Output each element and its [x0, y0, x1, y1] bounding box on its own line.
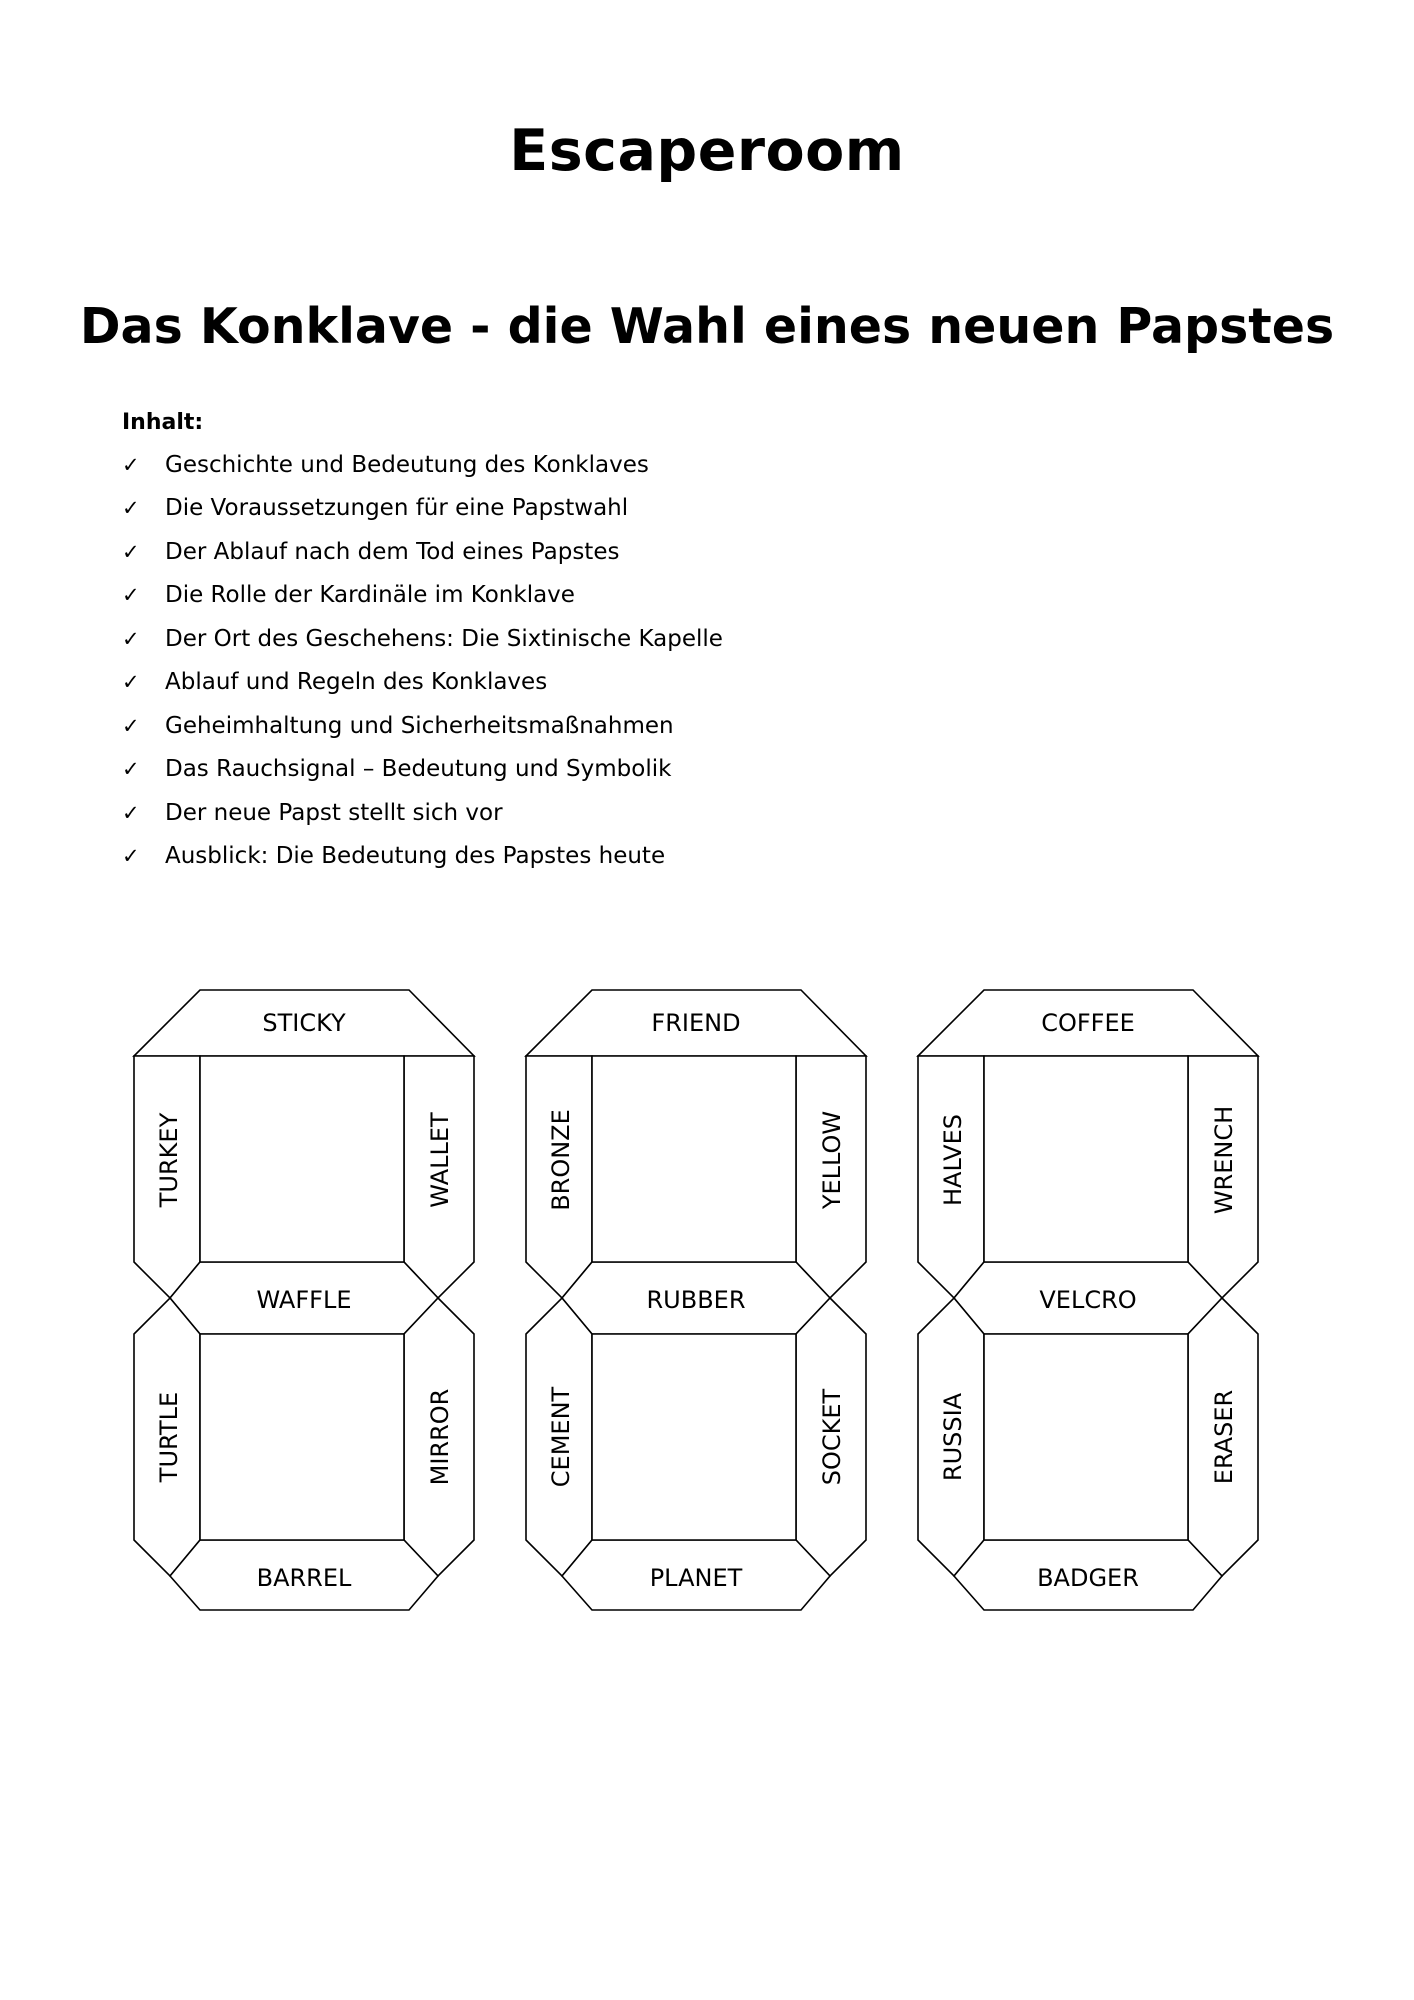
segment-label-top: FRIEND [651, 1009, 741, 1037]
checkmark-icon: ✓ [122, 757, 140, 782]
checkmark-icon: ✓ [122, 626, 140, 651]
checkmark-icon: ✓ [122, 583, 140, 608]
list-item-label: Ablauf und Regeln des Konklaves [165, 669, 548, 696]
lower-window [200, 1334, 404, 1540]
segment-label-middle: WAFFLE [256, 1286, 352, 1314]
document-title: Escaperoom [509, 118, 905, 184]
segment-label-upper-right: WRENCH [1210, 1105, 1238, 1215]
contents-heading: Inhalt: [122, 410, 204, 435]
list-item-label: Die Rolle der Kardinäle im Konklave [165, 582, 575, 609]
segment-label-lower-right: MIRROR [426, 1388, 454, 1486]
segment-label-lower-right: ERASER [1210, 1389, 1238, 1485]
checkmark-icon: ✓ [122, 800, 140, 825]
word-digit-1 [134, 990, 474, 1610]
segment-label-top: COFFEE [1041, 1009, 1135, 1037]
segment-label-lower-right: SOCKET [818, 1388, 846, 1486]
segment-label-upper-left: BRONZE [547, 1109, 575, 1211]
upper-window [200, 1056, 404, 1262]
list-item-label: Der neue Papst stellt sich vor [165, 799, 503, 826]
checkmark-icon: ✓ [122, 452, 140, 477]
segment-label-upper-right: WALLET [426, 1112, 454, 1208]
word-digit-2 [526, 990, 866, 1610]
word-digit-3 [918, 990, 1258, 1610]
upper-window [984, 1056, 1188, 1262]
lower-window [984, 1334, 1188, 1540]
list-item-label: Die Voraussetzungen für eine Papstwahl [165, 495, 629, 522]
segment-label-lower-left: CEMENT [547, 1386, 575, 1488]
checkmark-icon: ✓ [122, 496, 140, 521]
list-item-label: Das Rauchsignal – Bedeutung und Symbolik [165, 756, 672, 783]
list-item-label: Der Ort des Geschehens: Die Sixtinische Kapelle [165, 625, 723, 652]
document-subtitle: Das Konklave - die Wahl eines neuen Papstes [79, 298, 1335, 355]
checkmark-icon: ✓ [122, 844, 140, 869]
list-item-label: Geschichte und Bedeutung des Konklaves [165, 451, 649, 478]
segment-label-middle: RUBBER [646, 1286, 746, 1314]
lower-window [592, 1334, 796, 1540]
list-item-label: Ausblick: Die Bedeutung des Papstes heute [165, 843, 666, 870]
segment-label-upper-left: TURKEY [155, 1112, 183, 1208]
list-item-label: Geheimhaltung und Sicherheitsmaßnahmen [165, 712, 674, 739]
segment-label-lower-left: TURTLE [155, 1391, 183, 1483]
segment-label-middle: VELCRO [1039, 1286, 1137, 1314]
checkmark-icon: ✓ [122, 539, 140, 564]
segment-label-bottom: PLANET [649, 1564, 743, 1592]
segment-label-bottom: BADGER [1037, 1564, 1139, 1592]
segment-label-bottom: BARREL [256, 1564, 352, 1592]
checkmark-icon: ✓ [122, 670, 140, 695]
segment-label-upper-left: HALVES [939, 1113, 967, 1207]
segment-label-top: STICKY [262, 1009, 346, 1037]
upper-window [592, 1056, 796, 1262]
checkmark-icon: ✓ [122, 713, 140, 738]
segment-label-lower-left: RUSSIA [939, 1392, 967, 1482]
segment-label-upper-right: YELLOW [818, 1110, 846, 1210]
list-item-label: Der Ablauf nach dem Tod eines Papstes [165, 538, 620, 565]
